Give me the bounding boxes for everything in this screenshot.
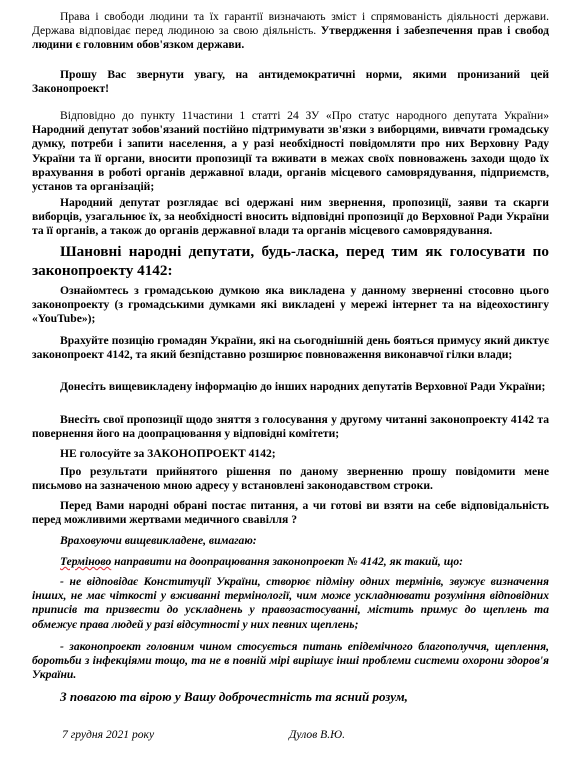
paragraph-notify: Про результати прийнятого рішення по даному зверненню прошу повідомити мене письмово на зазначеною мною адресу у встановлені законодавством строки. <box>32 465 549 493</box>
item-read-opinion: Ознайомтесь з громадською думкою яка викладена у данному зверненні стосовно цього законопроекту (з громадськими думками які викладені у мережі інтернет та на відеохостингу «YouTube»); <box>32 284 549 326</box>
item-consider-position: Врахуйте позицію громадян України, які на сьогоднішній день бояться примусу який диктує законопроект 4142, та який безпідставно розширює повноваження виконавчої гілки влади; <box>32 334 549 362</box>
signature-date: 7 грудня 2021 року <box>62 728 155 741</box>
item-submit-proposals: Внесіть свої пропозиції щодо зняття з голосування у другому читанні законопроекту 4142 та повернення його на доопрацювання у відповідні комітети; <box>32 413 549 441</box>
reason-constitution: - не відповідає Конституції України, створює підміну одних термінів, звужує визначення інших, не має чіткості у вживанні термінології, чим може ускладнювати розуміння відповідних приписів та призвести до ускладнень у правозастосуванні, містить примус до щеплень та обмежує права людей у разі відсутності у них певних щеплень; <box>32 575 549 631</box>
paragraph-law-reference: Відповідно до пункту 11частини 1 статті 24 ЗУ «Про статус народного депутата України» Народний депутат зобов'язаний постійно підтримувати зв'язки з виборцями, вивчати громадську думку, потреби і запити населення, а у разі необхідності повідомляти про них Верховну Раду України та її органи, вносити пропозиції та вживати в межах своїх повноважень заходи щодо їх врахування в роботі органів державної влади, органів місцевого самоврядування, підприємств, установ та організацій; <box>32 109 549 194</box>
paragraph-deputy-duties: Народний депутат розглядає всі одержані ним звернення, пропозиції, заяви та скарги виборців, узагальнює їх, за необхідності вносить відповідні пропозиції до Верховної Ради України та її органів, а також до органів державної влади та органів місцевого самоврядування. <box>32 196 549 238</box>
closing-respect: З повагою та вірою у Вашу доброчестність та ясний розум, <box>60 689 408 704</box>
paragraph-question: Перед Вами народні обрані постає питання, а чи готові ви взяти на себе відповідальність перед можливими жертвами медичного свавілля ? <box>32 499 549 527</box>
paragraph-rights: Права і свободи людини та їх гарантії визначають зміст і спрямованість діяльності держави. Держава відповідає перед людиною за свою діяльність. Утвердження і забезпечення прав і свобод людини є головним обов'язком держави. <box>32 10 549 52</box>
paragraph-send-back: Терміново направити на доопрацювання законопроект № 4142, як такий, що: <box>60 555 464 568</box>
paragraph-demand-intro: Враховуючи вищевикладене, вимагаю: <box>60 534 257 547</box>
reason-epidemic: - законопроект головним чином стосується питань епідемічного благополуччя, щеплення, боротьби з інфекціями тощо, та не в повній мірі вирішує інші проблеми системи охорони здоров'я України. <box>32 640 549 682</box>
appeal-heading: Шановні народні депутати, будь-ласка, перед тим як голосувати по законопроекту 4142: <box>32 243 549 279</box>
item-inform-deputies: Донесіть вищевикладену інформацію до інших народних депутатів Верховної Ради України; <box>60 380 546 393</box>
paragraph-request: Прошу Вас звернути увагу, на антидемократичні норми, якими пронизаний цей Законопроект! <box>32 68 549 96</box>
item-do-not-vote: НЕ голосуйте за ЗАКОНОПРОЕКТ 4142; <box>60 447 276 460</box>
signature-name: Дулов В.Ю. <box>289 728 345 741</box>
